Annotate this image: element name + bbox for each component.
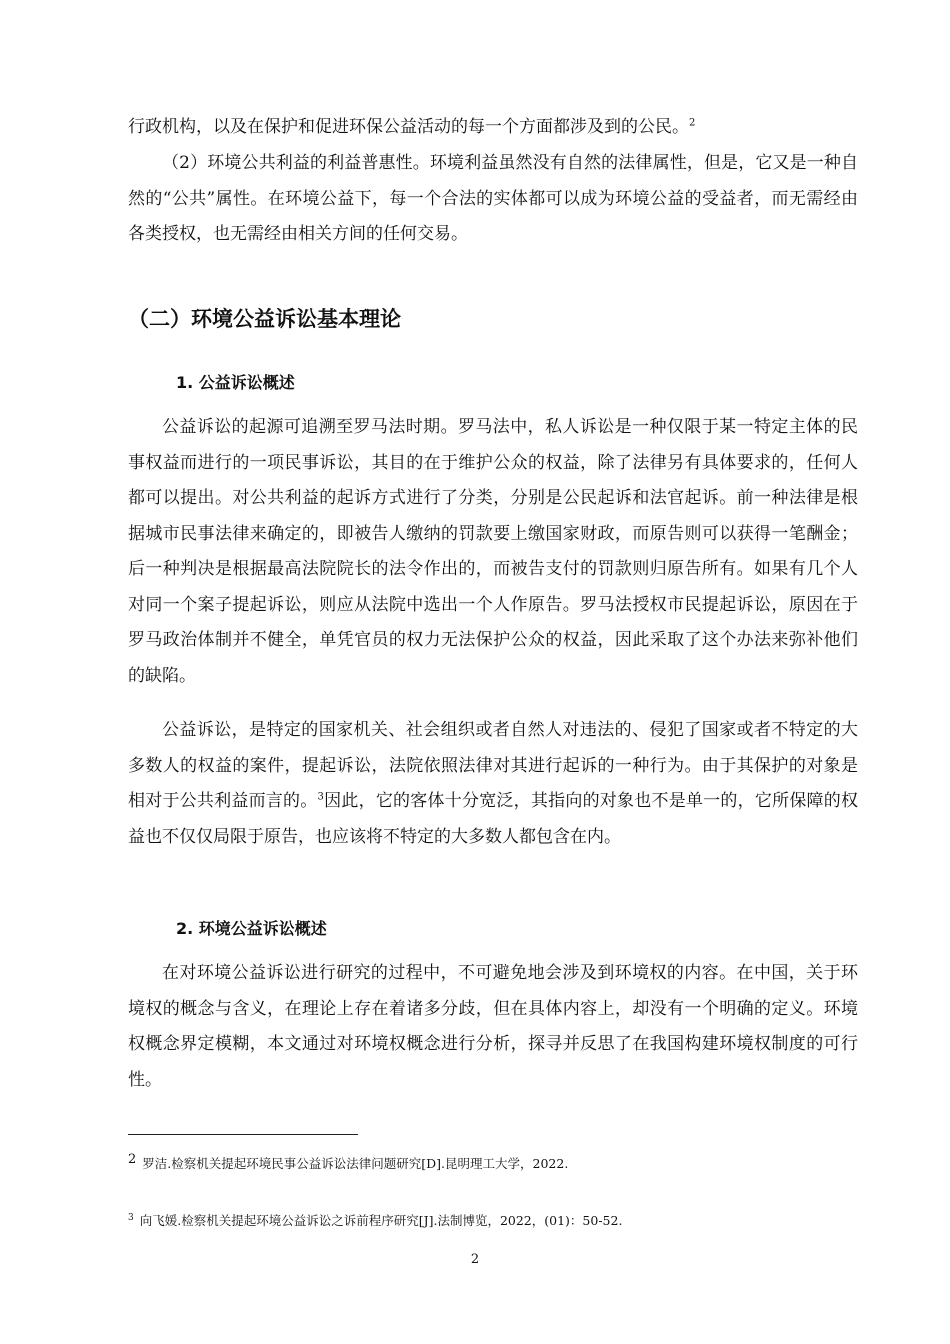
paragraph-continued bbox=[128, 110, 858, 146]
paragraph-env-rights: 在对环境公益诉讼进行研究的过程中，不可避免地会涉及到环境权的内容。在中国，关于环境权的概念与含义，在理论上存在着诸多分歧，但在具体内容上，却没有一个明确的定义。环境权概念界定模糊，本文通过对环境权概念进行分析，探寻并反思了在我国构建环境权制度的可行性。 bbox=[128, 963, 858, 1090]
footnote-divider bbox=[128, 1134, 358, 1135]
footnote-mark: 2 bbox=[128, 1152, 137, 1167]
paragraph-text: 因此，它的客体十分宽泛，其指向的对象也不是单一的，它所保障的权益也不仅仅局限于原告，也应该将不特定的大多数人都包含在内。 bbox=[128, 791, 859, 847]
paragraph-definition bbox=[128, 713, 858, 855]
subsection-heading-1: 1. 公益诉讼概述 bbox=[176, 373, 295, 392]
paragraph-text: 行政机构，以及在保护和促进环保公益活动的每一个方面都涉及到的公民。 bbox=[128, 117, 689, 137]
footnote-text: 向飞媛.检察机关提起环境公益诉讼之诉前程序研究[J].法制博览，2022，(01)：50-52. bbox=[139, 1213, 623, 1228]
page-number: 2 bbox=[470, 1252, 480, 1267]
section-heading: （二）环境公益诉讼基本理论 bbox=[128, 307, 401, 331]
footnote-3 bbox=[128, 1208, 858, 1231]
footnote-mark: 3 bbox=[128, 1213, 134, 1223]
footnote-ref: 3 bbox=[317, 791, 324, 803]
paragraph-public-benefit: （2）环境公共利益的利益普惠性。环境利益虽然没有自然的法律属性，但是，它又是一种自然的“公共”属性。在环境公益下，每一个合法的实体都可以成为环境公益的受益者，而无需经由各类授权，也无需经由相关方间的任何交易。 bbox=[128, 153, 858, 244]
paragraph-origin: 公益诉讼的起源可追溯至罗马法时期。罗马法中，私人诉讼是一种仅限于某一特定主体的民事权益而进行的一项民事诉讼，其目的在于维护公众的权益，除了法律另有具体要求的，任何人都可以提出。对公共利益的起诉方式进行了分类，分别是公民起诉和法官起诉。前一种法律是根据城市民事法律来确定的，即被告人缴纳的罚款要上缴国家财政，而原告则可以获得一笔酬金；后一种判决是根据最高法院院长的法令作出的，而被告支付的罚款则归原告所有。如果有几个人对同一个案子提起诉讼，则应从法院中选出一个人作原告。罗马法授权市民提起诉讼，原因在于罗马政治体制并不健全，单凭官员的权力无法保护公众的权益，因此采取了这个办法来弥补他们的缺陷。 bbox=[128, 417, 858, 686]
footnote-ref: 2 bbox=[689, 117, 696, 129]
paragraph-text: 公益诉讼，是特定的国家机关、社会组织或者自然人对违法的、侵犯了国家或者不特定的大多数人的权益的案件，提起诉讼，法院依照法律对其进行起诉的一种行为。由于其保护的对象是相对于公共利益而言的。 bbox=[128, 720, 858, 811]
subsection-heading-2: 2. 环境公益诉讼概述 bbox=[176, 919, 327, 938]
footnote-text: 罗洁.检察机关提起环境民事公益诉讼法律问题研究[D].昆明理工大学，2022. bbox=[142, 1156, 569, 1171]
footnote-2 bbox=[128, 1150, 858, 1174]
